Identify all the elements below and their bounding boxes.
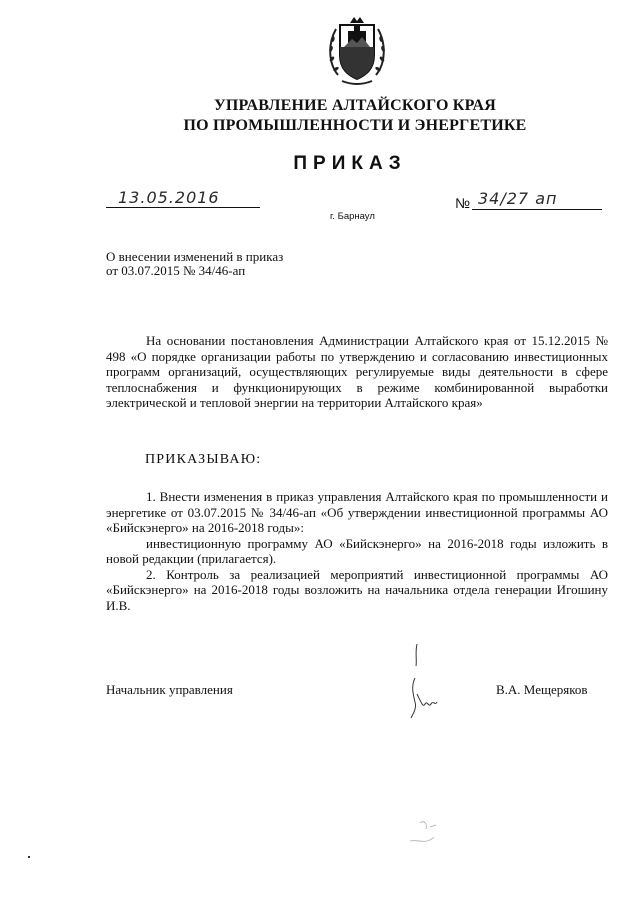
item-2-paragraph: 2. Контроль за реализацией мероприятий инвестиционной программы АО «Бийскэнерго» на 2016-2018 годы возложить на начальника отдела генерации Игошину И.В. xyxy=(106,566,608,613)
document-subject xyxy=(106,250,283,278)
number-underline xyxy=(472,209,602,210)
number-label: № xyxy=(455,195,471,211)
signatory-name: В.А. Мещеряков xyxy=(496,682,588,697)
item-1-sub-paragraph: инвестиционную программу АО «Бийскэнерго» на 2016-2018 годы изложить в новой редакции (прилагается). xyxy=(106,535,608,566)
issuing-authority xyxy=(0,96,640,136)
authority-line-2: ПО ПРОМЫШЛЕННОСТИ И ЭНЕРГЕТИКЕ xyxy=(183,117,527,134)
scan-speck xyxy=(28,856,30,858)
items-block xyxy=(106,489,608,613)
document-type-title: ПРИКАЗ xyxy=(293,153,407,174)
coat-of-arms-emblem xyxy=(326,13,388,89)
pencil-scribble-mark xyxy=(400,815,460,850)
date-underline xyxy=(106,207,260,208)
signatory-position: Начальник управления xyxy=(106,682,233,697)
preamble-block xyxy=(106,333,608,411)
number-handwritten: 34/27 ап xyxy=(478,189,558,208)
handwritten-signature xyxy=(395,642,445,722)
authority-line-1: УПРАВЛЕНИЕ АЛТАЙСКОГО КРАЯ xyxy=(213,97,497,114)
decree-word: ПРИКАЗЫВАЮ: xyxy=(145,452,262,467)
item-1-paragraph: 1. Внести изменения в приказ управления Алтайского края по промышленности и энергетике от 03.07.2015 № 34/46-ап «Об утверждении инвестиционной программы АО «Бийскэнерго» на 2016-2018 годы»: xyxy=(106,489,608,535)
city-label: г. Барнаул xyxy=(330,211,375,222)
subject-line-2: от 03.07.2015 № 34/46-ап xyxy=(106,263,246,278)
preamble-paragraph: На основании постановления Администрации Алтайского края от 15.12.2015 № 498 «О порядке организации работы по утверждению и согласованию инвестиционных программ организаций, осуществляющих регулируемые виды деятельности в сфере теплоснабжения и функционирующих в режиме комбинированной выработки электрической и тепловой энергии на территории Алтайского края» xyxy=(106,333,608,410)
subject-line-1: О внесении изменений в приказ xyxy=(106,249,284,264)
date-handwritten: 13.05.2016 xyxy=(118,188,220,207)
